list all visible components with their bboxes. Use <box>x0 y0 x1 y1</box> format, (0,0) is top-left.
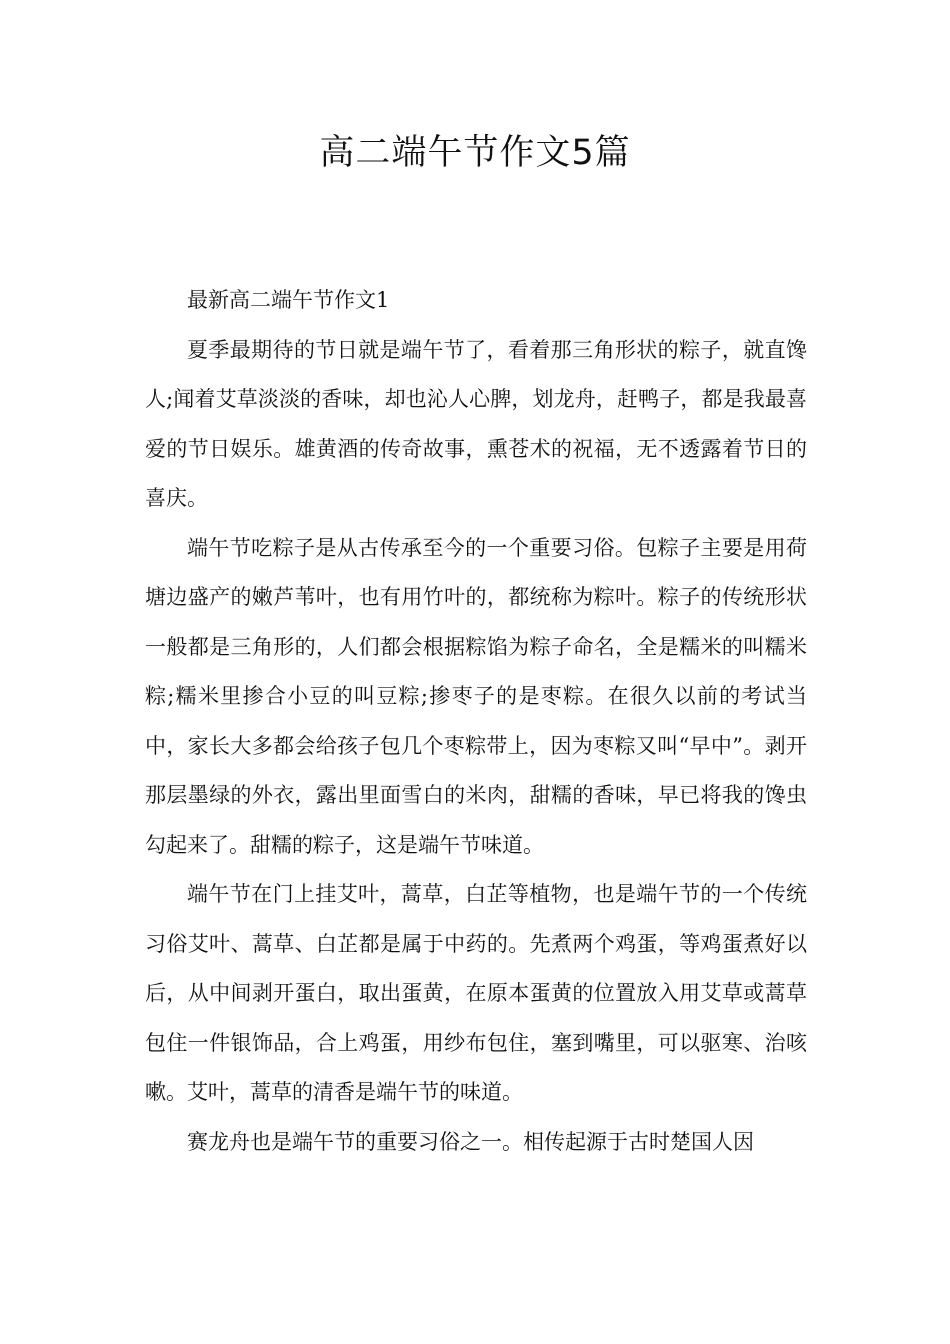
essay-subheading: 最新高二端午节作文1 <box>187 288 390 312</box>
body-paragraph-2: 端午节吃粽子是从古传承至今的一个重要习俗。包粽子主要是用荷塘边盛产的嫩芦苇叶，也有用竹叶的，都统称为粽叶。粽子的传统形状一般都是三角形的，人们都会根据粽馅为粽子命名，全是糯米的叫糯米粽;糯米里掺合小豆的叫豆粽;掺枣子的是枣粽。在很久以前的考试当中，家长大多都会给孩子包几个枣粽带上，因为枣粽又叫“早中”。剥开那层墨绿的外衣，露出里面雪白的米肉，甜糯的香味，早已将我的馋虫勾起来了。甜糯的粽子，这是端午节味道。 <box>145 535 807 857</box>
body-paragraph-4: 赛龙舟也是端午节的重要习俗之一。相传起源于古时楚国人因 <box>187 1129 754 1154</box>
body-paragraph-1: 夏季最期待的节日就是端午节了，看着那三角形状的粽子，就直馋人;闻着艾草淡淡的香味，却也沁人心脾，划龙舟，赶鸭子，都是我最喜爱的节日娱乐。雄黄酒的传奇故事，熏苍术的祝福，无不透露着节日的喜庆。 <box>145 337 807 510</box>
document-body <box>145 276 807 1167</box>
document-title: 高二端午节作文5篇 <box>319 133 631 173</box>
body-paragraph-3: 端午节在门上挂艾叶，蒿草，白芷等植物，也是端午节的一个传统习俗艾叶、蒿草、白芷都是属于中药的。先煮两个鸡蛋，等鸡蛋煮好以后，从中间剥开蛋白，取出蛋黄，在原本蛋黄的位置放入用艾草或蒿草包住一件银饰品，合上鸡蛋，用纱布包住，塞到嘴里，可以驱寒、治咳嗽。艾叶，蒿草的清香是端午节的味道。 <box>145 882 807 1104</box>
